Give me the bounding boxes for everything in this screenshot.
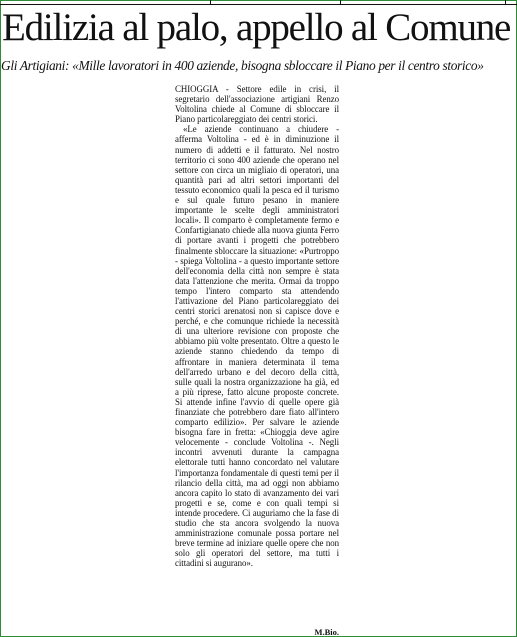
top-rule-tick — [505, 0, 506, 4]
article-paragraph-1 — [175, 84, 339, 124]
dateline: CHIOGGIA — [175, 84, 218, 94]
article-lead: - Settore edile in crisi, il segretario dell'associazione artigiani Renzo Voltolina chiede al Comune di sbloccare il Piano particolareggiato dei centri storici. — [175, 84, 339, 125]
subheadline: Gli Artigiani: «Mille lavoratori in 400 aziende, bisogna sbloccare il Piano per il centro storico» — [1, 58, 484, 73]
headline: Edilizia al palo, appello al Comune — [2, 6, 511, 49]
article-paragraph-2: «Le aziende continuano a chiudere - afferma Voltolina - ed è in diminuzione il numero di addetti e il fatturato. Nel nostro territorio ci sono 400 aziende che operano nel settore con circa un migliaio di operatori, una quantità pari ad altri settori importanti del tessuto economico quali la pesca ed il turismo e sul quale futuro pesano in maniere importante le scelte degli amministratori locali». Il comparto è completamente fermo e Confartigianato chiede alla nuova giunta Ferro di portare avanti i progetti che potrebbero finalmente sbloccare la situazione: «Purtroppo - spiega Voltolina - a questo importante settore dell'economia della città non sempre è stata data l'attenzione che merita. Ormai da troppo tempo l'intero comparto sta attendendo l'attivazione del Piano particolareggiato dei centri storici arenatosi non si capisce dove e perché, e che comunque richiede la necessità di una ulteriore revisione con proposte che abbiamo più volte presentato. Oltre a questo le aziende stanno chiedendo da tempo di affrontare in maniera determinata il tema dell'arredo urbano e del decoro della città, sulle quali la nostra organizzazione ha già, ed a più riprese, fatto alcune proposte concrete. Si attende infine l'avvio di quelle opere già finanziate che potrebbero dare fiato all'intero comparto edilizio». Per salvare le aziende bisogna fare in fretta: «Chioggia deve agire velocemente - conclude Voltolina -. Negli incontri avvenuti durante la campagna elettorale tutti hanno concordato nel valutare l'importanza fondamentale di questi temi per il rilancio della città, ma ad oggi non abbiamo ancora capito lo stato di avanzamento dei vari progetti e se, come e con quali tempi si intende procedere. Ci auguriamo che la fase di studio che sta ancora svolgendo la nuova amministrazione comunale possa portare nel breve termine ad iniziare quelle opere che non solo gli operatori del settore, ma tutti i cittadini si augurano». — [175, 124, 339, 569]
top-rule-tick — [340, 0, 341, 4]
article-body — [175, 84, 339, 636]
top-rule-tick — [210, 0, 211, 4]
byline-signature: M.Bio. — [314, 627, 339, 637]
top-rule — [0, 0, 517, 5]
